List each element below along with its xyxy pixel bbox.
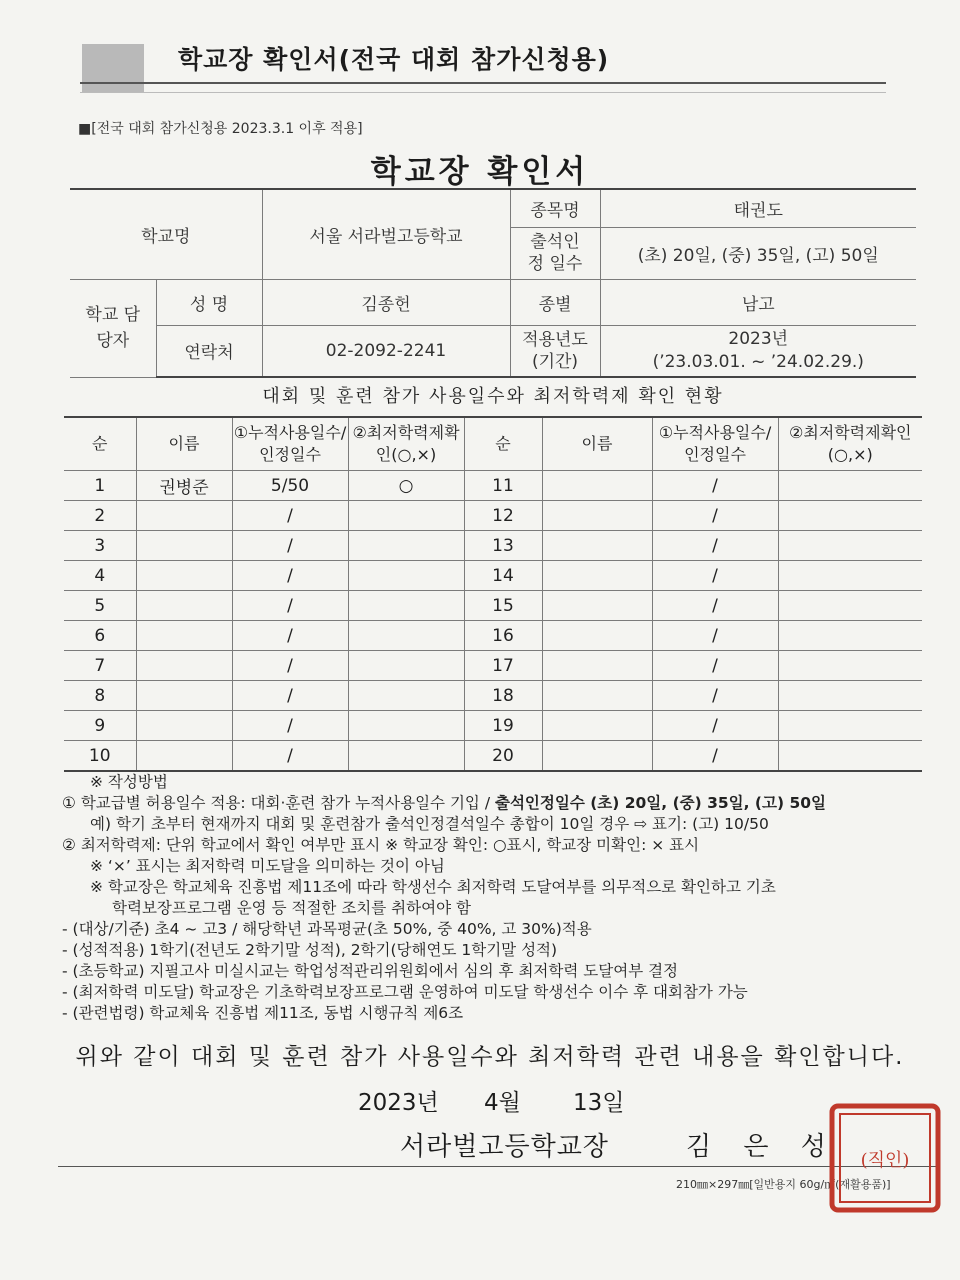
cell-no-right: 11 bbox=[464, 471, 542, 501]
method-line-5: ※ 학교장은 학교체육 진흥법 제11조에 따라 학생선수 최저학력 도달여부를 의무적으로 확인하고 기초 bbox=[90, 878, 776, 896]
bottom-rule bbox=[58, 1166, 938, 1167]
cell-name: 권병준 bbox=[136, 471, 232, 501]
table-row bbox=[64, 501, 922, 531]
cell-no: 3 bbox=[64, 531, 136, 561]
attendance-label: 출석인정 일수 bbox=[510, 227, 600, 279]
school-name-label: 학교명 bbox=[70, 189, 262, 279]
cell-days-right: / bbox=[652, 531, 778, 561]
cell-no: 6 bbox=[64, 621, 136, 651]
cell-no-right: 13 bbox=[464, 531, 542, 561]
cell-days: 5/50 bbox=[232, 471, 348, 501]
header-name-2: 이름 bbox=[542, 417, 652, 471]
year-cell bbox=[600, 325, 916, 377]
cell-no: 4 bbox=[64, 561, 136, 591]
event-value: 태권도 bbox=[600, 189, 916, 227]
cell-check bbox=[348, 531, 464, 561]
method-line-6: 학력보장프로그램 운영 등 적절한 조치를 취하여야 함 bbox=[112, 899, 471, 917]
table-row bbox=[64, 711, 922, 741]
cell-days: / bbox=[232, 591, 348, 621]
cell-no-right: 19 bbox=[464, 711, 542, 741]
page-title: 학교장 확인서 bbox=[370, 154, 590, 190]
cell-days: / bbox=[232, 501, 348, 531]
cell-days-right: / bbox=[652, 621, 778, 651]
cell-check bbox=[348, 741, 464, 772]
cell-days-right: / bbox=[652, 711, 778, 741]
cell-days: / bbox=[232, 531, 348, 561]
date-day: 13일 bbox=[573, 1090, 625, 1116]
header-rule-thin bbox=[80, 92, 886, 93]
method-line-10: - (최저학력 미도달) 학교장은 기초학력보장프로그램 운영하여 미도달 학생선수 이수 후 대회참가 가능 bbox=[62, 983, 748, 1001]
manager-name-value: 김종헌 bbox=[262, 279, 510, 325]
method-heading: ※ 작성방법 bbox=[90, 773, 168, 791]
attendance-value: (초) 20일, (중) 35일, (고) 50일 bbox=[600, 227, 916, 279]
cell-name-right bbox=[542, 741, 652, 772]
table-row bbox=[64, 591, 922, 621]
header-days: ①누적사용일수/인정일수 bbox=[232, 417, 348, 471]
cell-check bbox=[348, 501, 464, 531]
confirmation-statement: 위와 같이 대회 및 훈련 참가 사용일수와 최저학력 관련 내용을 확인합니다. bbox=[75, 1044, 905, 1070]
status-table bbox=[64, 416, 922, 772]
table-row bbox=[64, 471, 922, 501]
cell-check bbox=[348, 711, 464, 741]
header-no: 순 bbox=[64, 417, 136, 471]
date-month: 4월 bbox=[484, 1090, 521, 1116]
cell-check-right bbox=[778, 501, 922, 531]
paper-spec-footer: 210㎜×297㎜[일반용지 60g/㎡(재활용품)] bbox=[676, 1178, 891, 1191]
cell-name bbox=[136, 681, 232, 711]
date-year: 2023년 bbox=[358, 1090, 439, 1116]
header-no-2: 순 bbox=[464, 417, 542, 471]
cell-check-right bbox=[778, 651, 922, 681]
cell-no: 7 bbox=[64, 651, 136, 681]
method-line-3: ② 최저학력제: 단위 학교에서 확인 여부만 표시 ※ 학교장 확인: ○표시, 학교장 미확인: × 표시 bbox=[62, 836, 700, 854]
manager-label: 학교 담당자 bbox=[70, 279, 156, 377]
cell-name bbox=[136, 591, 232, 621]
cell-check bbox=[348, 591, 464, 621]
cell-no: 8 bbox=[64, 681, 136, 711]
cell-check bbox=[348, 681, 464, 711]
method-line-4: ※ ‘×’ 표시는 최저학력 미도달을 의미하는 것이 아님 bbox=[90, 857, 445, 875]
cell-name bbox=[136, 621, 232, 651]
cell-name-right bbox=[542, 711, 652, 741]
cell-no-right: 17 bbox=[464, 651, 542, 681]
gender-value: 남고 bbox=[600, 279, 916, 325]
cell-check bbox=[348, 621, 464, 651]
cell-days: / bbox=[232, 621, 348, 651]
cell-days: / bbox=[232, 561, 348, 591]
method-line-8: - (성적적용) 1학기(전년도 2학기말 성적), 2학기(당해연도 1학기말 성적) bbox=[62, 941, 558, 959]
cell-name bbox=[136, 711, 232, 741]
event-label: 종목명 bbox=[510, 189, 600, 227]
method-line-1b: 출석인정일수 (초) 20일, (중) 35일, (고) 50일 bbox=[494, 794, 827, 812]
cell-check-right bbox=[778, 621, 922, 651]
cell-no-right: 12 bbox=[464, 501, 542, 531]
cell-days-right: / bbox=[652, 591, 778, 621]
cell-days: / bbox=[232, 741, 348, 772]
header-name: 이름 bbox=[136, 417, 232, 471]
section-title: 대회 및 훈련 참가 사용일수와 최저학력제 확인 현황 bbox=[262, 386, 724, 407]
cell-check-right bbox=[778, 591, 922, 621]
cell-check-right bbox=[778, 561, 922, 591]
header-rule bbox=[80, 82, 886, 84]
cell-name-right bbox=[542, 591, 652, 621]
table-row bbox=[64, 651, 922, 681]
principal-name: 김 은 성 bbox=[686, 1132, 838, 1162]
header-gray-block bbox=[82, 44, 144, 92]
writing-method bbox=[62, 772, 932, 1024]
cell-no: 10 bbox=[64, 741, 136, 772]
table-row bbox=[64, 621, 922, 651]
contact-label: 연락처 bbox=[156, 325, 262, 377]
info-table bbox=[70, 188, 916, 378]
cell-name bbox=[136, 651, 232, 681]
year-period: (’23.03.01. ~ ’24.02.29.) bbox=[652, 351, 864, 372]
cell-check bbox=[348, 651, 464, 681]
cell-no: 9 bbox=[64, 711, 136, 741]
cell-check-right bbox=[778, 681, 922, 711]
cell-no-right: 18 bbox=[464, 681, 542, 711]
cell-name bbox=[136, 531, 232, 561]
method-line-11: - (관련법령) 학교체육 진흥법 제11조, 동법 시행규칙 제6조 bbox=[62, 1004, 464, 1022]
cell-days: / bbox=[232, 711, 348, 741]
cell-check-right bbox=[778, 711, 922, 741]
cell-name bbox=[136, 501, 232, 531]
school-name-value: 서울 서라벌고등학교 bbox=[262, 189, 510, 279]
method-line-2: 예) 학기 초부터 현재까지 대회 및 훈련참가 출석인정결석일수 총합이 10일 경우 ⇨ 표기: (고) 10/50 bbox=[90, 815, 769, 833]
cell-days-right: / bbox=[652, 501, 778, 531]
cell-check-right bbox=[778, 741, 922, 772]
manager-name-label: 성 명 bbox=[156, 279, 262, 325]
table-row bbox=[64, 531, 922, 561]
table-row bbox=[64, 681, 922, 711]
cell-check: ○ bbox=[348, 471, 464, 501]
cell-name-right bbox=[542, 531, 652, 561]
official-seal-icon bbox=[826, 1100, 944, 1216]
cell-check-right bbox=[778, 471, 922, 501]
cell-no-right: 20 bbox=[464, 741, 542, 772]
cell-no-right: 16 bbox=[464, 621, 542, 651]
cell-name-right bbox=[542, 501, 652, 531]
contact-value: 02-2092-2241 bbox=[262, 325, 510, 377]
cell-days: / bbox=[232, 651, 348, 681]
header-check-2: ②최저학력제확인(○,×) bbox=[778, 417, 922, 471]
gender-label: 종별 bbox=[510, 279, 600, 325]
cell-days-right: / bbox=[652, 681, 778, 711]
header-days-2: ①누적사용일수/인정일수 bbox=[652, 417, 778, 471]
cell-name bbox=[136, 561, 232, 591]
principal-title: 서라벌고등학교장 bbox=[400, 1132, 609, 1162]
cell-days-right: / bbox=[652, 741, 778, 772]
cell-no: 1 bbox=[64, 471, 136, 501]
cell-name-right bbox=[542, 561, 652, 591]
svg-text:(직인): (직인) bbox=[860, 1150, 910, 1171]
method-line-1 bbox=[62, 793, 932, 814]
cell-name-right bbox=[542, 621, 652, 651]
cell-name-right bbox=[542, 471, 652, 501]
cell-days-right: / bbox=[652, 471, 778, 501]
cell-no-right: 14 bbox=[464, 561, 542, 591]
cell-name-right bbox=[542, 651, 652, 681]
cell-days-right: / bbox=[652, 651, 778, 681]
header-check: ②최저학력제확인(○,×) bbox=[348, 417, 464, 471]
cell-no: 5 bbox=[64, 591, 136, 621]
cell-name-right bbox=[542, 681, 652, 711]
cell-days-right: / bbox=[652, 561, 778, 591]
method-line-7: - (대상/기준) 초4 ~ 고3 / 해당학년 과목평균(초 50%, 중 40%, 고 30%)적용 bbox=[62, 920, 592, 938]
cell-check-right bbox=[778, 531, 922, 561]
cell-no-right: 15 bbox=[464, 591, 542, 621]
method-line-1a: ① 학교급별 허용일수 적용: 대회·훈련 참가 누적사용일수 기입 / bbox=[62, 794, 495, 812]
year-value: 2023년 bbox=[728, 328, 789, 349]
table-row bbox=[64, 561, 922, 591]
method-line-9: - (초등학교) 지필고사 미실시교는 학업성적관리위원회에서 심의 후 최저학력 도달여부 결정 bbox=[62, 962, 679, 980]
cell-check bbox=[348, 561, 464, 591]
application-note: ■[전국 대회 참가신청용 2023.3.1 이후 적용] bbox=[78, 121, 363, 137]
document-header-title: 학교장 확인서(전국 대회 참가신청용) bbox=[178, 45, 610, 74]
year-label: 적용년도 (기간) bbox=[510, 325, 600, 377]
cell-days: / bbox=[232, 681, 348, 711]
cell-name bbox=[136, 741, 232, 772]
table-row bbox=[64, 741, 922, 772]
cell-no: 2 bbox=[64, 501, 136, 531]
